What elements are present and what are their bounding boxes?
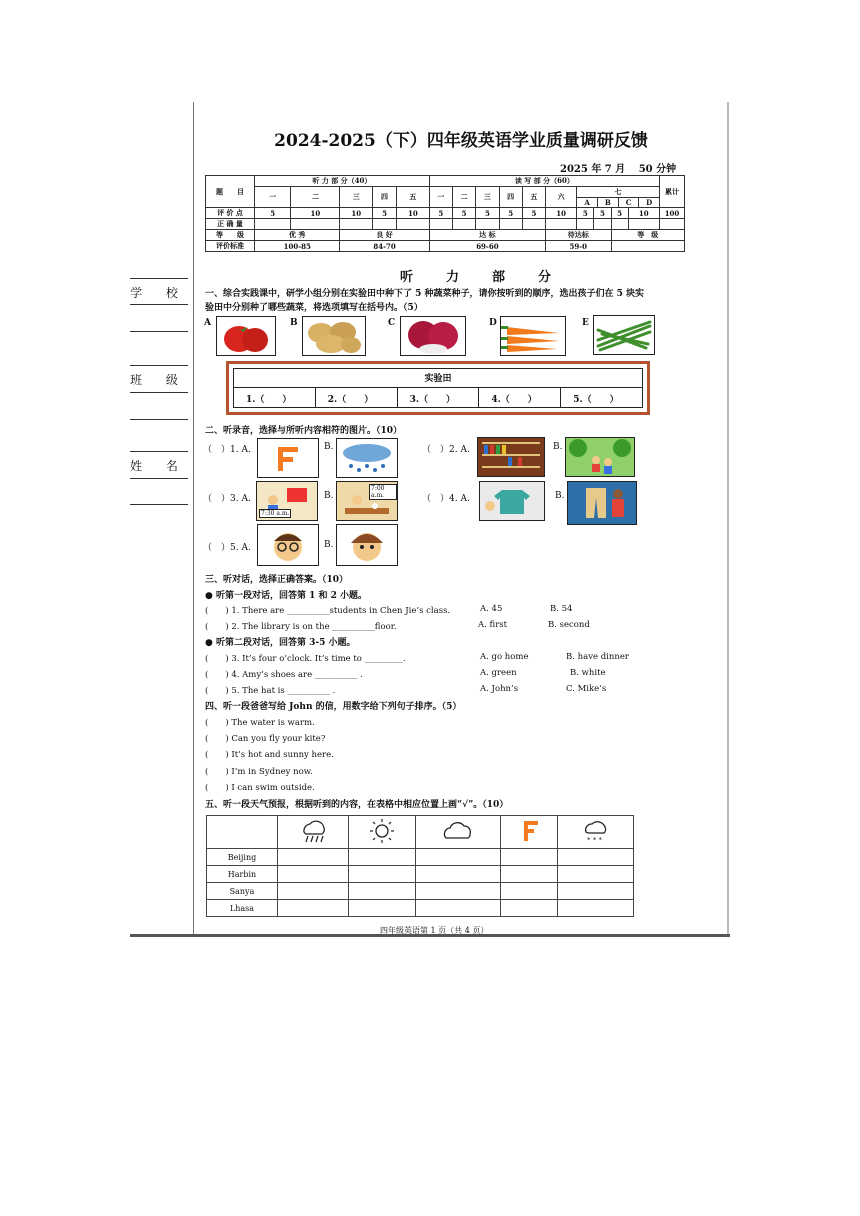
grade-cell: 达 标 [429, 230, 545, 241]
option-b: B. [324, 491, 334, 501]
page-edge [727, 102, 729, 936]
points-cell: 5 [577, 208, 594, 219]
listening-heading: 听 力 部 分 [400, 270, 562, 285]
school-field[interactable] [130, 331, 188, 332]
q3-question: ( ) 3. It’s four o’clock. It’s time to _________. [205, 654, 406, 664]
name-label: 姓 名 [130, 459, 188, 473]
col-header: 四 [499, 187, 522, 208]
points-cell: 5 [522, 208, 545, 219]
correct-cell[interactable] [594, 219, 611, 230]
name-field[interactable] [130, 504, 188, 505]
time-label: 7:30 a.m. [261, 510, 290, 517]
q5-text: 五、听一段天气预报，根据听到的内容，在表格中相应位置上画“√”。（10） [205, 800, 509, 810]
answer-cell[interactable] [500, 866, 557, 883]
answer-cell[interactable] [558, 866, 634, 883]
q3-option-b[interactable]: B. have dinner [566, 652, 629, 662]
classroom-image [256, 481, 318, 521]
correct-label: 正 确 量 [206, 219, 255, 230]
points-cell: 5 [611, 208, 628, 219]
col-header: 二 [452, 187, 475, 208]
q2-item[interactable]: （ ）5. A. [203, 543, 251, 553]
q4-item[interactable]: ( ) I can swim outside. [205, 783, 315, 793]
points-cell: 5 [452, 208, 475, 219]
option-letter: E [582, 318, 589, 328]
boy-glasses-image [257, 524, 319, 566]
answer-cell[interactable] [500, 900, 557, 917]
city-label: Beijing [207, 849, 278, 866]
correct-cell[interactable] [522, 219, 545, 230]
option-b: B. [553, 442, 563, 452]
seven-label: 七 [614, 187, 622, 196]
q3-question: ( ) 5. The hat is __________ . [205, 686, 336, 696]
q3-question: ( ) 1. There are __________students in Chen Jie’s class. [205, 606, 451, 616]
binding-line [193, 102, 194, 936]
std-cell: 69-60 [429, 241, 545, 252]
option-letter: A [204, 318, 211, 328]
std-label: 评价标准 [206, 241, 255, 252]
dialogue-2-note: ● 听第二段对话，回答第 3-5 小题。 [205, 638, 356, 648]
q4-item[interactable]: ( ) Can you fly your kite? [205, 734, 326, 744]
q3-text: 三、听对话，选择正确答案。（10） [205, 575, 349, 585]
wind-flag-icon [500, 816, 557, 849]
side-line [130, 278, 188, 279]
col-header: 三 [476, 187, 499, 208]
class-field[interactable] [130, 419, 188, 420]
std-cell: 100-85 [255, 241, 340, 252]
field-inner [233, 368, 643, 408]
answer-cell[interactable] [415, 849, 500, 866]
points-cell: 10 [546, 208, 577, 219]
option-letter: B [290, 318, 298, 328]
q3-question: ( ) 4. Amy’s shoes are __________ . [205, 670, 363, 680]
answer-cell[interactable] [415, 866, 500, 883]
corner-cell [207, 816, 278, 849]
correct-cell[interactable] [340, 219, 373, 230]
tomato-image [216, 316, 276, 356]
snow-icon [558, 816, 634, 849]
points-label: 评 价 点 [206, 208, 255, 219]
correct-cell[interactable] [628, 219, 659, 230]
answer-blank[interactable]: 5.（ ） [573, 394, 619, 405]
field-title: 实验田 [424, 374, 452, 384]
q2-text: 二、听录音，选择与所听内容相符的图片。（10） [205, 426, 403, 436]
correct-cell[interactable] [372, 219, 396, 230]
correct-cell[interactable] [452, 219, 475, 230]
field-answer-row [234, 387, 642, 408]
q3-option-b[interactable]: B. second [548, 620, 590, 630]
answer-cell[interactable] [349, 900, 416, 917]
q2-item[interactable]: （ ）4. A. [422, 494, 470, 504]
q3-option-b[interactable]: B. 54 [550, 604, 573, 614]
points-cell: 10 [397, 208, 430, 219]
q2-item[interactable]: （ ）3. A. [203, 494, 251, 504]
option-b: B. [555, 491, 565, 501]
std-cell: 59-0 [546, 241, 611, 252]
col-header: 三 [340, 187, 373, 208]
seven-header [577, 187, 660, 208]
wind-flag-image [257, 438, 319, 478]
answer-cell[interactable] [349, 866, 416, 883]
q3-option-b[interactable]: C. Mike’s [566, 684, 607, 694]
correct-cell[interactable] [397, 219, 430, 230]
rain-icon [278, 816, 349, 849]
exam-meta: 2025 年 7 月 50 分钟 [560, 164, 677, 175]
correct-cell[interactable] [499, 219, 522, 230]
total-header: 累计 [660, 176, 685, 208]
score-row-label: 题 目 [206, 176, 255, 208]
boy-image [336, 524, 398, 566]
correct-cell[interactable] [660, 219, 685, 230]
weather-table [206, 815, 634, 917]
col-header: 五 [397, 187, 430, 208]
col-header: 六 [546, 187, 577, 208]
q2-item[interactable]: （ ）2. A. [422, 445, 470, 455]
col-header: 二 [291, 187, 340, 208]
city-label: Harbin [207, 866, 278, 883]
svg-text:* * *: * * * [586, 836, 602, 844]
q3-option-a[interactable]: A. go home [480, 652, 529, 662]
answer-cell[interactable] [500, 849, 557, 866]
option-b: B. [324, 442, 334, 452]
col-header: 一 [429, 187, 452, 208]
pants-image [567, 481, 637, 525]
points-cell: 5 [429, 208, 452, 219]
q2-item[interactable]: （ ）1. A. [203, 445, 251, 455]
answer-cell[interactable] [278, 900, 349, 917]
points-cell: 5 [499, 208, 522, 219]
points-cell: 5 [255, 208, 291, 219]
answer-cell[interactable] [278, 849, 349, 866]
correct-cell[interactable] [429, 219, 452, 230]
shirt-image [479, 481, 545, 521]
grade-cell: 优 秀 [255, 230, 340, 241]
grade-cell: 等 级 [611, 230, 685, 241]
points-cell: 100 [660, 208, 685, 219]
correct-cell[interactable] [611, 219, 628, 230]
answer-cell[interactable] [500, 883, 557, 900]
q4-item[interactable]: ( ) It’s hot and sunny here. [205, 750, 334, 760]
q3-question: ( ) 2. The library is on the __________floor. [205, 622, 397, 632]
library-image [477, 437, 545, 477]
q3-option-a[interactable]: A. 45 [480, 604, 503, 614]
answer-cell[interactable] [278, 866, 349, 883]
correct-cell[interactable] [255, 219, 291, 230]
rain-image [336, 438, 398, 478]
experiment-field-box [226, 361, 650, 415]
points-cell: 10 [628, 208, 659, 219]
col-header: 五 [522, 187, 545, 208]
std-cell [611, 241, 685, 252]
answer-cell[interactable] [558, 849, 634, 866]
sub-header: D [646, 198, 653, 207]
grade-cell: 待达标 [546, 230, 611, 241]
school-label: 学 校 [130, 286, 188, 300]
points-cell: 10 [291, 208, 340, 219]
class-label: 班 级 [130, 373, 188, 387]
correct-cell[interactable] [577, 219, 594, 230]
answer-cell[interactable] [558, 900, 634, 917]
answer-cell[interactable] [415, 900, 500, 917]
sub-header: B [598, 198, 619, 207]
listening-header: 听 力 部 分（40） [255, 176, 430, 187]
cloud-icon [415, 816, 500, 849]
sub-header: A [577, 198, 598, 207]
carrot-image [500, 316, 566, 356]
option-letter: D [489, 318, 497, 328]
correct-cell[interactable] [476, 219, 499, 230]
q3-option-a[interactable]: A. green [480, 668, 517, 678]
q4-item[interactable]: ( ) The water is warm. [205, 718, 315, 728]
score-table [205, 175, 685, 252]
col-header: 四 [372, 187, 396, 208]
sub-header: C [619, 198, 640, 207]
answer-blank[interactable]: 1.（ ） [234, 388, 316, 408]
q4-item[interactable]: ( ) I’m in Sydney now. [205, 767, 313, 777]
onion-image [400, 316, 466, 356]
time-label: 7:00 a.m. [369, 484, 397, 500]
correct-cell[interactable] [291, 219, 340, 230]
reading-header: 读 写 部 分（60） [429, 176, 659, 187]
city-label: Lhasa [207, 900, 278, 917]
q4-text: 四、听一段爸爸写给 John 的信，用数字给下列句子排序。（5） [205, 702, 462, 712]
grade-cell: 良 好 [340, 230, 429, 241]
side-line [130, 451, 188, 452]
park-image [565, 437, 635, 477]
points-cell: 5 [594, 208, 611, 219]
option-letter: C [388, 318, 396, 328]
std-cell: 84-70 [340, 241, 429, 252]
answer-cell[interactable] [349, 883, 416, 900]
col-header: 一 [255, 187, 291, 208]
q3-option-a[interactable]: A. John’s [480, 684, 519, 694]
dialogue-1-note: ● 听第一段对话，回答第 1 和 2 小题。 [205, 591, 368, 601]
q3-option-b[interactable]: B. white [570, 668, 606, 678]
answer-blank[interactable]: 2.（ ） [316, 388, 398, 408]
answer-cell[interactable] [349, 849, 416, 866]
sun-icon [349, 816, 416, 849]
side-line [130, 365, 188, 366]
points-cell: 5 [476, 208, 499, 219]
points-cell: 10 [340, 208, 373, 219]
city-label: Sanya [207, 883, 278, 900]
grade-label: 等 级 [206, 230, 255, 241]
q1-text: 一、综合实践课中，研学小组分别在实验田中种下了 5 种蔬菜种子，请你按听到的顺序，选出孩子们在 5 块实 [205, 289, 645, 299]
q1-text-2: 验田中分别种了哪些蔬菜，将选项填写在括号内。（5） [205, 303, 423, 313]
answer-blank[interactable]: 3.（ ） [398, 388, 480, 408]
option-b: B. [324, 540, 334, 550]
answer-cell[interactable] [558, 883, 634, 900]
answer-cell[interactable] [415, 883, 500, 900]
q3-option-a[interactable]: A. first [478, 620, 508, 630]
page-title: 2024-2025（下）四年级英语学业质量调研反馈 [274, 131, 648, 151]
page-footer: 四年级英语第 1 页（共 4 页） [380, 926, 489, 935]
correct-cell[interactable] [546, 219, 577, 230]
answer-cell[interactable] [278, 883, 349, 900]
points-cell: 5 [372, 208, 396, 219]
answer-blank[interactable]: 4.（ ） [479, 388, 561, 408]
green-beans-image [593, 315, 655, 355]
side-line [130, 392, 188, 393]
side-line [130, 304, 188, 305]
side-line [130, 478, 188, 479]
potato-image [302, 316, 366, 356]
breakfast-image [336, 481, 398, 521]
